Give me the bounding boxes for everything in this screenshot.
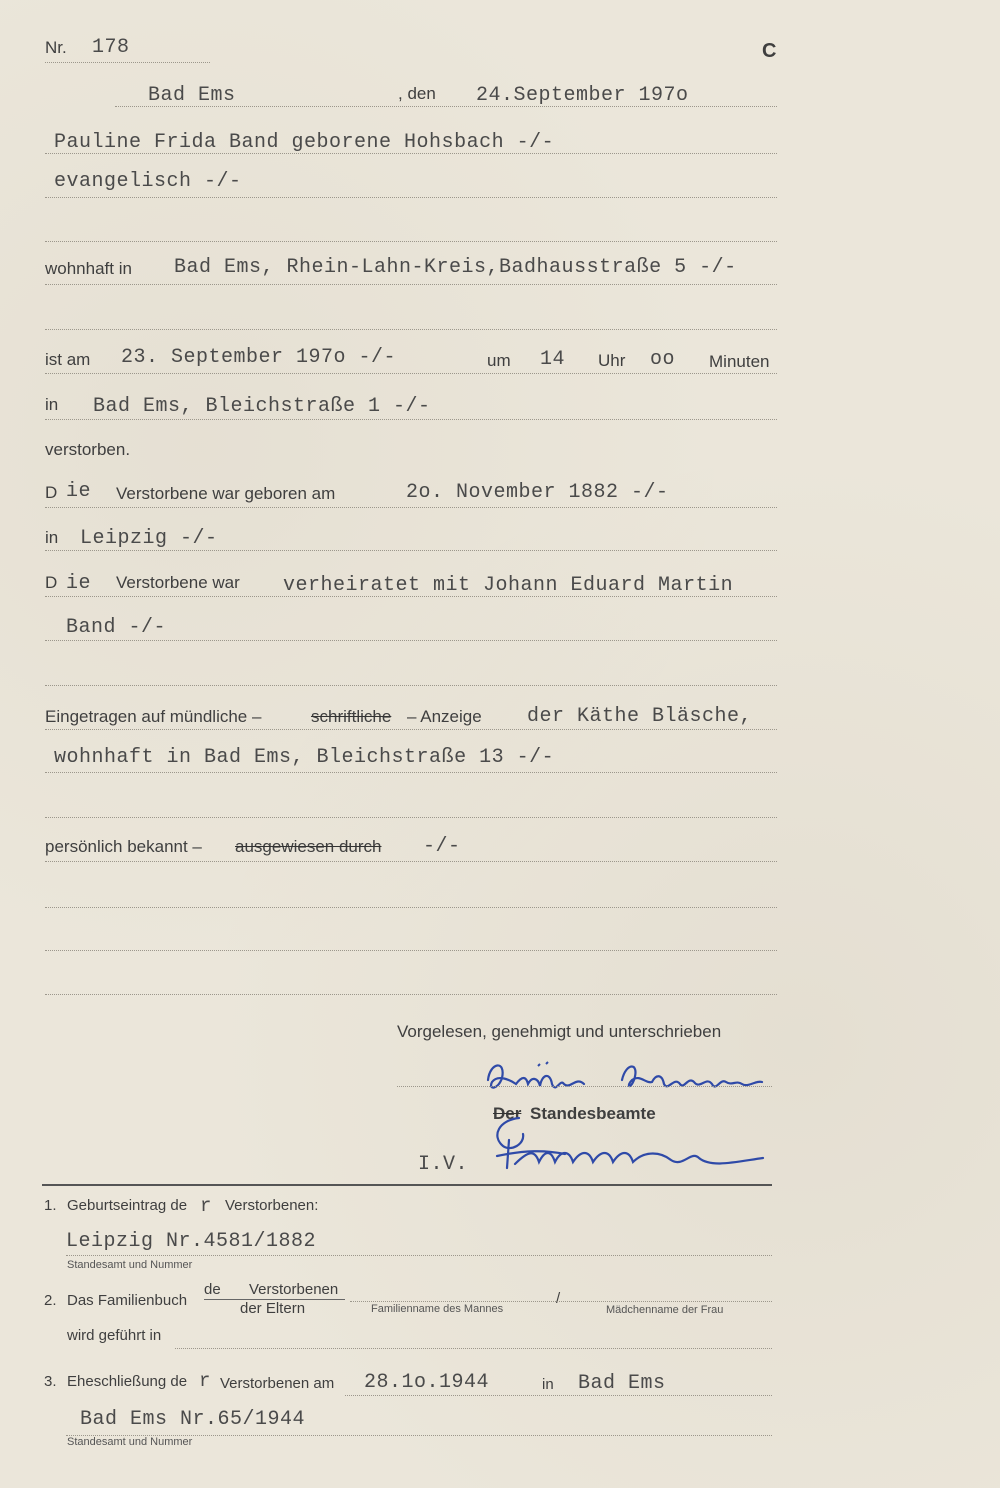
note2-slash: / bbox=[556, 1290, 561, 1307]
known-struck: ausgewiesen durch bbox=[235, 837, 382, 856]
line bbox=[45, 419, 777, 420]
official-signature bbox=[485, 1110, 775, 1176]
read-approved-label: Vorgelesen, genehmigt und unterschrieben bbox=[397, 1022, 722, 1041]
note3-sub: Standesamt und Nummer bbox=[67, 1436, 193, 1448]
death-place: Bad Ems, Bleichstraße 1 -/- bbox=[93, 395, 431, 418]
birth-in-label: in bbox=[45, 528, 59, 547]
line bbox=[175, 1348, 772, 1349]
line bbox=[45, 772, 777, 773]
note1-sub: Standesamt und Nummer bbox=[67, 1259, 193, 1271]
official-struck: Der bbox=[493, 1104, 522, 1123]
line bbox=[45, 994, 777, 995]
iv-label: I.V. bbox=[418, 1153, 469, 1176]
place-value: Bad Ems bbox=[148, 84, 236, 107]
line bbox=[350, 1301, 772, 1302]
note2-num: 2. bbox=[44, 1292, 57, 1309]
note3-place: Bad Ems bbox=[578, 1372, 666, 1395]
line bbox=[45, 907, 777, 908]
informant-line2: wohnhaft in Bad Ems, Bleichstraße 13 -/- bbox=[54, 746, 555, 769]
line bbox=[45, 817, 777, 818]
note3-label2: Verstorbenen am bbox=[220, 1375, 335, 1392]
informant-line1: der Käthe Bläsche, bbox=[527, 705, 753, 728]
line bbox=[45, 950, 777, 951]
informant-signature bbox=[480, 1050, 780, 1106]
line bbox=[45, 284, 777, 285]
death-minutes: oo bbox=[650, 348, 676, 371]
marriage-line1: verheiratet mit Johann Eduard Martin bbox=[283, 574, 734, 597]
note3-typed: r bbox=[199, 1370, 211, 1392]
line bbox=[45, 640, 777, 641]
note2-wife: Mädchenname der Frau bbox=[606, 1304, 724, 1316]
death-hour: 14 bbox=[540, 348, 566, 371]
note1-typed: r bbox=[200, 1195, 212, 1217]
den-label: , den bbox=[398, 84, 436, 103]
date-value: 24.September 197o bbox=[476, 84, 689, 107]
note3-in: in bbox=[542, 1376, 554, 1393]
line bbox=[45, 153, 777, 154]
line bbox=[45, 329, 777, 330]
note3-label: Eheschließung de bbox=[67, 1373, 188, 1390]
um-label: um bbox=[487, 351, 511, 370]
birth-prefix: D bbox=[45, 483, 58, 502]
note3-num: 3. bbox=[44, 1373, 57, 1390]
note2-opt-bottom: der Eltern bbox=[240, 1300, 306, 1317]
separator-rule bbox=[42, 1184, 772, 1186]
note2-opt-top-de: de bbox=[204, 1281, 221, 1298]
line bbox=[45, 197, 777, 198]
line bbox=[45, 241, 777, 242]
date-line bbox=[115, 106, 777, 107]
official-label: Standesbeamte bbox=[530, 1104, 656, 1123]
deceased-name: Pauline Frida Band geborene Hohsbach -/- bbox=[54, 131, 555, 154]
line bbox=[45, 685, 777, 686]
uhr-label: Uhr bbox=[598, 351, 626, 370]
marriage-prefix-typed: ie bbox=[66, 572, 92, 595]
line bbox=[45, 596, 777, 597]
birth-prefix-typed: ie bbox=[66, 480, 92, 503]
report-label-struck: schriftliche bbox=[311, 707, 392, 726]
note3-date: 28.1o.1944 bbox=[364, 1371, 490, 1394]
nr-value: 178 bbox=[92, 36, 130, 59]
minuten-label: Minuten bbox=[709, 352, 770, 371]
nr-label: Nr. bbox=[45, 38, 67, 57]
note3-value: Bad Ems Nr.65/1944 bbox=[80, 1408, 306, 1431]
line bbox=[397, 1086, 772, 1087]
religion: evangelisch -/- bbox=[54, 170, 242, 193]
note1-label: Geburtseintrag de bbox=[67, 1197, 188, 1214]
marriage-prefix: D bbox=[45, 573, 58, 592]
note1-num: 1. bbox=[44, 1197, 57, 1214]
residence-label: wohnhaft in bbox=[45, 259, 132, 278]
note2-label: Das Familienbuch bbox=[67, 1292, 188, 1309]
form-letter: C bbox=[762, 40, 777, 62]
report-label-2: – Anzeige bbox=[407, 707, 482, 726]
note1-label2: Verstorbenen: bbox=[225, 1197, 319, 1214]
line bbox=[45, 373, 777, 374]
birth-place: Leipzig -/- bbox=[80, 527, 218, 550]
nr-line bbox=[45, 62, 210, 63]
birth-date: 2o. November 1882 -/- bbox=[406, 481, 669, 504]
line bbox=[66, 1255, 772, 1256]
line bbox=[45, 507, 777, 508]
line bbox=[45, 729, 777, 730]
marriage-label: Verstorbene war bbox=[116, 573, 240, 592]
line bbox=[45, 550, 777, 551]
known-label: persönlich bekannt – bbox=[45, 837, 202, 856]
note2-husband: Familienname des Mannes bbox=[371, 1303, 504, 1315]
in-label: in bbox=[45, 395, 59, 414]
note2-opt-top: Verstorbenen bbox=[249, 1281, 339, 1298]
death-date: 23. September 197o -/- bbox=[121, 346, 397, 369]
report-label-1: Eingetragen auf mündliche – bbox=[45, 707, 262, 726]
note2-label2: wird geführt in bbox=[67, 1327, 162, 1344]
residence-value: Bad Ems, Rhein-Lahn-Kreis,Badhausstraße 5 -/- bbox=[174, 256, 737, 279]
note1-value: Leipzig Nr.4581/1882 bbox=[66, 1230, 317, 1253]
line bbox=[45, 861, 777, 862]
birth-label: Verstorbene war geboren am bbox=[116, 484, 336, 503]
ist-am-label: ist am bbox=[45, 350, 91, 369]
known-value: -/- bbox=[423, 835, 461, 858]
marriage-line2: Band -/- bbox=[66, 616, 167, 639]
verstorben-label: verstorben. bbox=[45, 440, 131, 459]
line bbox=[345, 1395, 772, 1396]
